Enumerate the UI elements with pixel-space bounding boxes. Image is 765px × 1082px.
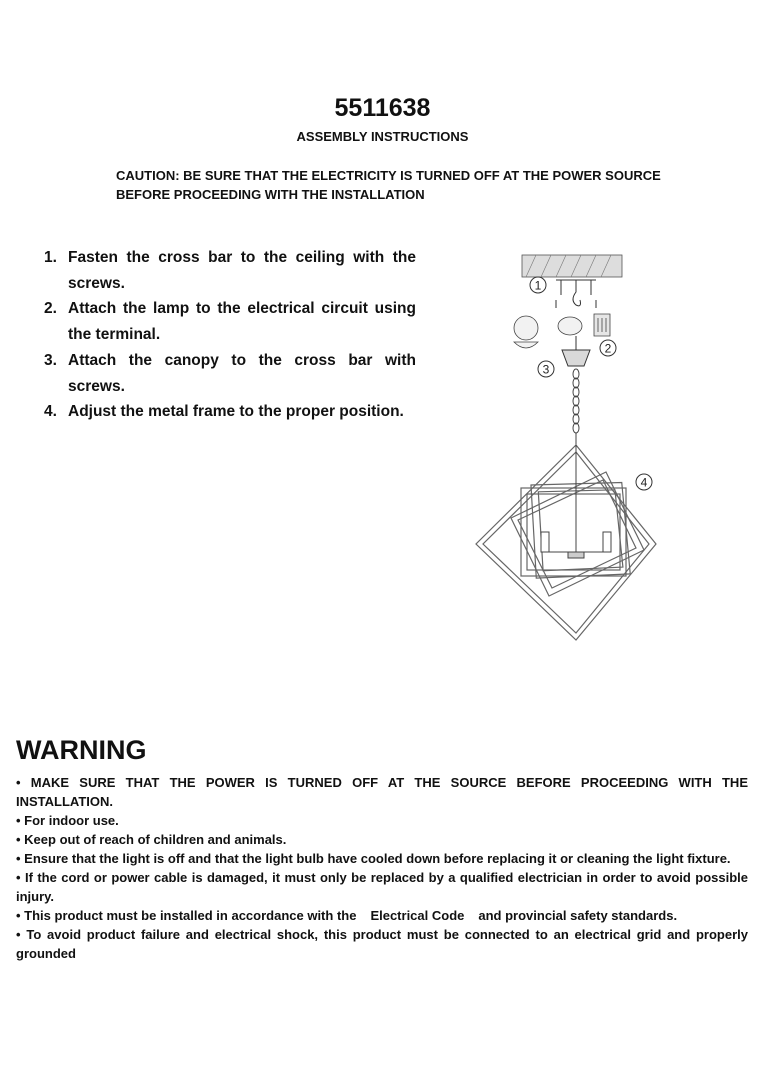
- step-number: 2.: [44, 300, 57, 318]
- step-item: [40, 399, 416, 425]
- callout-4-label: 4: [640, 475, 648, 490]
- step-item: [40, 348, 416, 399]
- bulb-bowl: [514, 314, 610, 348]
- step-number: 4.: [44, 403, 57, 421]
- step-text: Fasten the cross bar to the ceiling with the screws.: [68, 249, 416, 292]
- step-text: Attach the canopy to the cross bar with screws.: [68, 351, 416, 395]
- warning-item: • MAKE SURE THAT THE POWER IS TURNED OFF AT THE SOURCE BEFORE PROCEEDING WITH THE INSTALLATION.: [16, 775, 748, 809]
- electrical-code-text: Electrical Code: [370, 908, 465, 923]
- canopy: [562, 336, 590, 366]
- cross-bar: [556, 280, 596, 308]
- step-number: 3.: [44, 351, 57, 369]
- callout-2-label: 2: [604, 341, 612, 356]
- warning-text: • This product must be installed in accordance with the: [16, 908, 357, 923]
- warning-text: and provincial safety standards.: [478, 908, 678, 923]
- chain: [573, 369, 579, 445]
- warning-item: • Keep out of reach of children and animals.: [16, 832, 287, 847]
- warning-title: WARNING: [16, 735, 147, 765]
- warning-item: • For indoor use.: [16, 813, 119, 828]
- step-item: [40, 296, 416, 347]
- warning-item: • If the cord or power cable is damaged, it must only be replaced by a qualified electrician in order to avoid possible injury.: [16, 870, 748, 904]
- step-number: 1.: [44, 249, 57, 266]
- warning-item: • To avoid product failure and electrical shock, this product must be connected to an electrical grid and properly grounded: [16, 927, 748, 961]
- assembly-steps: [40, 245, 416, 425]
- callout-1: [530, 277, 546, 293]
- step-text: Attach the lamp to the electrical circuit using the terminal.: [68, 300, 416, 344]
- callout-4: [636, 474, 652, 490]
- callout-1-label: 1: [534, 278, 542, 293]
- model-number: 5511638: [334, 94, 431, 122]
- warning-list: [16, 773, 748, 963]
- assembly-diagram: [466, 250, 686, 650]
- metal-frame: [476, 445, 656, 640]
- callout-3: [538, 361, 554, 377]
- step-item: [40, 245, 416, 296]
- warning-item: • Ensure that the light is off and that the light bulb have cooled down before replacing it or cleaning the light fixture.: [16, 851, 731, 866]
- callout-2: [600, 340, 616, 356]
- ceiling-hatch: [522, 255, 622, 277]
- caution-line-1: CAUTION: BE SURE THAT THE ELECTRICITY IS TURNED OFF AT THE POWER SOURCE: [116, 168, 661, 183]
- callout-3-label: 3: [542, 362, 550, 377]
- document-subtitle: ASSEMBLY INSTRUCTIONS: [296, 129, 469, 144]
- warning-item: [16, 906, 748, 925]
- step-text: Adjust the metal frame to the proper position.: [68, 403, 404, 421]
- caution-line-2: BEFORE PROCEEDING WITH THE INSTALLATION: [116, 187, 425, 202]
- caution-notice: [116, 166, 676, 204]
- candle-arms: [541, 445, 611, 558]
